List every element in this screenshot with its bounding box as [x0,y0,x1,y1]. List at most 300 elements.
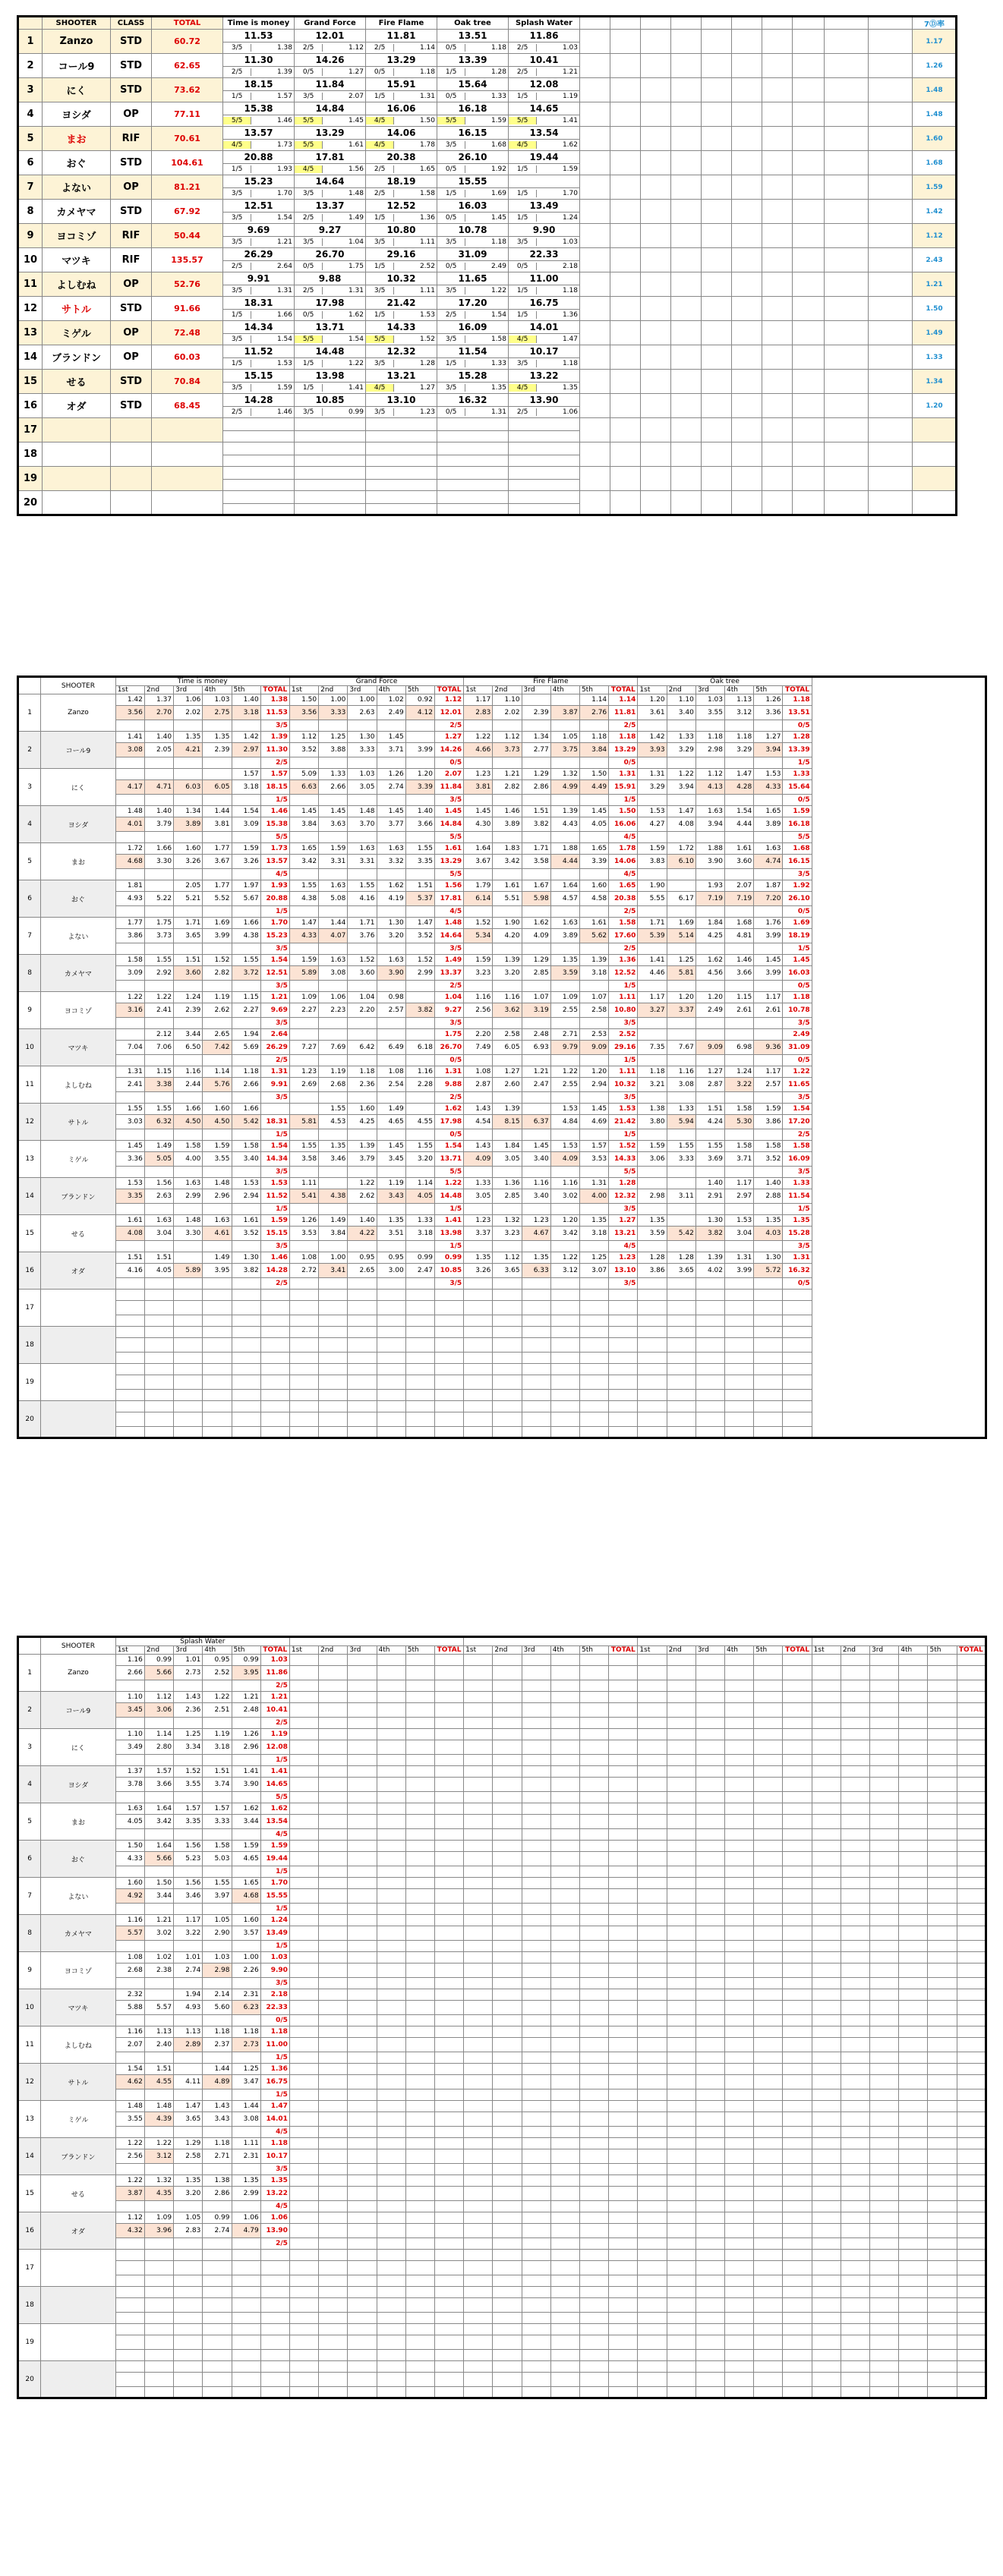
stage-time: 11.52 [223,345,295,358]
split-value [550,1952,579,1963]
string-time: 3.86 [754,1115,783,1129]
split-value: 1.42 [115,694,144,706]
string-time [405,1375,434,1390]
header-sub: 5th [579,1646,608,1655]
shooter-name [43,418,111,442]
stage-detail [509,140,580,151]
string-time: 2.47 [405,1264,434,1278]
split-value: 1.55 [289,880,318,892]
split-value [841,1766,869,1778]
string-time: 3.71 [377,743,405,757]
string-time: 12.51 [260,966,289,981]
string-time [319,2298,348,2313]
table-row [18,1978,986,1989]
string-time [783,2038,812,2052]
string-time [667,2001,695,2015]
hit-count [348,1167,377,1178]
string-time: 3.38 [144,1078,173,1092]
hit-count [638,1755,667,1766]
avg-split: 1.12 [348,44,364,52]
split-value: 1.63 [695,806,724,817]
table-row [18,175,957,188]
string-time [754,1852,783,1866]
string-time: 2.55 [550,1078,579,1092]
string-time [783,1666,812,1680]
split-value: 1.33 [667,732,695,743]
hit-count [754,2089,783,2101]
split-value: 1.16 [550,1178,579,1189]
string-time [754,1926,783,1941]
split-value [725,1915,754,1926]
string-time [928,1778,957,1792]
split-value: 1.00 [348,694,377,706]
hit-count [928,2164,957,2175]
split-value [695,2138,724,2149]
hit-count: 3/5 [260,1018,289,1029]
hit-count [115,1978,144,1989]
string-time: 3.59 [550,966,579,981]
split-value [899,2212,928,2224]
split-value: 1.52 [174,1766,203,1778]
hit-count [522,1792,550,1803]
string-time [579,1412,608,1427]
string-time: 17.81 [434,892,463,906]
hit-count [957,2164,986,2175]
split-value: 1.57 [144,1766,173,1778]
split-value [493,1364,522,1375]
row-number: 4 [18,1766,41,1803]
split-value [115,769,144,780]
hit-count [289,1718,318,1729]
hit-count: 2/5 [434,1092,463,1104]
avg-split: 1.56 [348,165,364,173]
string-time: 5.22 [144,892,173,906]
stage-detail [295,261,366,272]
string-time: 3.33 [319,706,348,720]
split-value: 1.16 [522,1178,550,1189]
hit-count [174,1167,203,1178]
hit-count [928,1718,957,1729]
string-time [464,2298,493,2313]
hit-count [899,1978,928,1989]
hit-count [695,832,724,843]
split-value [579,1952,608,1963]
string-time: 3.05 [464,1189,493,1204]
string-time [464,2038,493,2052]
hit-count [695,2015,724,2026]
split-value [783,2287,812,2298]
hit-count [899,2089,928,2101]
string-time: 3.34 [174,1740,203,1755]
split-value [754,1841,783,1852]
split-value [319,1729,348,1740]
string-time: 3.60 [348,966,377,981]
split-value [870,1692,899,1703]
split-value: 1.19 [319,1066,348,1078]
split-value: 1.14 [144,1729,173,1740]
hits: 3/5 [437,141,465,149]
hit-count [289,757,318,769]
string-time [870,2075,899,2089]
split-value: 1.26 [754,694,783,706]
cell [671,272,702,297]
hit-count [783,2201,812,2212]
string-time: 3.77 [377,817,405,832]
string-time [289,1778,318,1792]
string-time [812,1889,841,1904]
string-time [725,1889,754,1904]
split-value: 1.32 [144,2175,173,2187]
split-value [377,1803,405,1815]
split-value [783,1327,812,1338]
string-time: 2.92 [144,966,173,981]
split-value [695,1915,724,1926]
split-value [957,2138,986,2149]
string-time: 3.90 [695,855,724,869]
split-value [812,1989,841,2001]
string-time: 4.56 [695,966,724,981]
hit-count [232,1978,260,1989]
stage-time [223,418,295,431]
hit-count [695,1241,724,1252]
string-time: 3.69 [695,1152,724,1167]
hit-count [377,1904,405,1915]
hit-count [348,906,377,918]
split-value [348,1364,377,1375]
shooter-class: STD [111,54,152,78]
header-sub: 3rd [522,686,550,694]
hit-count [579,2089,608,2101]
cell [869,345,913,370]
string-time: 5.30 [725,1115,754,1129]
string-time [957,1963,986,1978]
split-value: 1.58 [609,918,638,929]
split-value [667,2250,695,2261]
hit-count [319,1829,348,1841]
stage-time [509,467,580,480]
hit-count [841,2275,869,2287]
split-value [638,2324,667,2335]
split-value [695,2101,724,2112]
string-time: 3.65 [174,2112,203,2127]
split-value: 1.66 [174,1104,203,1115]
split-value [464,1401,493,1412]
avg-split: 1.27 [419,384,435,392]
split-value [174,1364,203,1375]
string-time [405,2373,434,2387]
cell [580,175,610,200]
string-time [754,2038,783,2052]
string-time [812,2187,841,2201]
split-value [667,880,695,892]
hits: 2/5 [223,68,251,76]
hit-count [783,1941,812,1952]
string-time: 2.48 [232,1703,260,1718]
split-value: 1.57 [203,1803,232,1815]
hit-count [174,1755,203,1766]
hit-count [464,1278,493,1290]
string-time [667,2261,695,2275]
hit-count [377,1829,405,1841]
hit-count [725,1055,754,1066]
split-value [928,2026,957,2038]
hit-count [928,2313,957,2324]
hit-count [725,1718,754,1729]
split-value [115,1364,144,1375]
string-time [260,1375,289,1390]
string-time [319,1301,348,1315]
hit-count [464,832,493,843]
string-time [695,1852,724,1866]
table-row [18,1401,986,1412]
split-value [579,2138,608,2149]
header-stage: Oak tree [437,17,509,30]
string-time: 4.08 [115,1227,144,1241]
split-value [812,1841,841,1852]
string-time: 3.37 [667,1003,695,1018]
cell [671,151,702,175]
hit-count [522,832,550,843]
avg-split: 1.69 [490,190,506,197]
hit-count [377,1978,405,1989]
cell [18,17,43,30]
split-value [115,1401,144,1412]
avg-value: 1.21 [913,272,957,297]
string-time [609,2187,638,2201]
string-time [377,2001,405,2015]
split-value: 1.45 [579,1104,608,1115]
string-time [579,2149,608,2164]
hit-count [319,1204,348,1215]
hit-count [550,2275,579,2287]
string-time: 3.95 [203,1264,232,1278]
hit-count [174,1718,203,1729]
stage-detail [437,91,509,102]
hit-count: 1/5 [260,1204,289,1215]
hit-count [725,1829,754,1841]
split-value [434,1327,463,1338]
split-value [319,2101,348,2112]
hit-count [319,943,348,955]
stage-detail [509,310,580,321]
split-value [434,2361,463,2373]
hit-count [550,1278,579,1290]
stage-detail [223,407,295,418]
string-time [667,1338,695,1353]
split-value: 1.55 [144,1104,173,1115]
stage-time [295,491,366,504]
string-time [405,1740,434,1755]
hit-count [667,2350,695,2361]
split-value: 1.58 [783,1141,812,1152]
stage-time [366,442,437,455]
string-time [493,1703,522,1718]
string-time [695,2261,724,2275]
hit-count [232,1829,260,1841]
split-value [957,2361,986,2373]
split-value: 1.18 [609,732,638,743]
split-value: 1.60 [174,843,203,855]
hit-count [232,2201,260,2212]
hit-count [638,2387,667,2398]
stage-time: 14.65 [509,102,580,115]
header-sub: 4th [203,686,232,694]
split-value: 1.20 [695,992,724,1003]
hit-count [812,1978,841,1989]
split-value: 1.57 [579,1141,608,1152]
hit-count [203,2052,232,2064]
split-value [667,2324,695,2335]
hit-count [405,1278,434,1290]
hit-count [812,2052,841,2064]
hit-count [550,1055,579,1066]
hit-count [579,1092,608,1104]
string-time: 3.40 [522,1189,550,1204]
avg-split: 1.50 [419,117,435,124]
string-time [783,2112,812,2127]
split-value [754,1915,783,1926]
string-time [319,2187,348,2201]
string-time [609,2261,638,2275]
string-time: 2.63 [144,1189,173,1204]
stage-detail [366,188,437,200]
row-number: 1 [18,694,41,732]
table-row [18,1904,986,1915]
split-value [899,1655,928,1666]
string-time [493,2261,522,2275]
stage-detail [437,480,509,491]
string-time [144,1338,173,1353]
string-time [319,1815,348,1829]
hits: 0/5 [295,68,323,76]
split-value: 1.44 [319,918,348,929]
split-value [638,2287,667,2298]
table-row [18,2138,986,2149]
cell [732,467,762,491]
split-value: 1.48 [348,806,377,817]
split-value: 1.23 [289,1066,318,1078]
string-time [203,2373,232,2387]
string-time: 3.39 [579,855,608,869]
hit-count [579,2275,608,2287]
string-time [841,1926,869,1941]
split-value: 1.56 [434,880,463,892]
table-row [18,1327,986,1338]
split-value: 1.10 [115,1729,144,1740]
hit-count [493,1055,522,1066]
string-time: 5.94 [667,1115,695,1129]
split-value: 1.68 [783,843,812,855]
split-value: 1.16 [493,992,522,1003]
hit-count [289,981,318,992]
hit-count [870,2275,899,2287]
split-value: 1.88 [695,843,724,855]
string-time [434,1852,463,1866]
hit-count [115,2350,144,2361]
split-value: 1.90 [493,918,522,929]
hit-count [667,2275,695,2287]
table-row [18,2212,986,2224]
split-value [609,1878,638,1889]
split-value: 0.92 [405,694,434,706]
split-value [405,2064,434,2075]
split-value: 1.59 [319,843,348,855]
split-value [377,1989,405,2001]
split-value: 0.98 [377,992,405,1003]
split-value: 1.18 [695,732,724,743]
string-time: 3.51 [377,1227,405,1241]
string-time: 4.24 [695,1115,724,1129]
string-time [754,1963,783,1978]
hit-count [522,2089,550,2101]
cell [580,248,610,272]
split-value: 1.59 [638,843,667,855]
stage-detail [295,407,366,418]
hits: 3/5 [366,238,394,246]
string-time [725,1740,754,1755]
string-time [870,2187,899,2201]
split-value: 1.08 [289,1252,318,1264]
hit-count [667,981,695,992]
string-time [522,2298,550,2313]
table-row [18,1427,986,1438]
split-value: 1.18 [260,2026,289,2038]
hit-count [464,1792,493,1803]
shooter-name: サトル [43,297,111,321]
string-time [319,2373,348,2387]
hit-count [841,1978,869,1989]
header-sub: 2nd [319,686,348,694]
split-value: 1.45 [579,806,608,817]
string-time: 4.53 [319,1115,348,1129]
split-value [550,1878,579,1889]
avg-split: 1.11 [419,238,435,246]
hits: 2/5 [223,263,251,270]
hit-count [493,1278,522,1290]
stage-detail [223,334,295,345]
split-value [377,1364,405,1375]
shooter-name: せる [41,1215,116,1252]
split-value [377,1766,405,1778]
split-value [841,2138,869,2149]
split-value: 1.60 [348,1104,377,1115]
cell [825,78,869,102]
split-value: 1.66 [232,918,260,929]
string-time: 3.16 [115,1003,144,1018]
split-value: 1.31 [260,1066,289,1078]
string-time [464,2075,493,2089]
stage-detail [437,431,509,442]
string-time [638,1852,667,1866]
string-time [405,1412,434,1427]
string-time: 5.69 [232,1041,260,1055]
string-time [812,2149,841,2164]
stage-time: 12.51 [223,200,295,213]
split-value [289,1952,318,1963]
stage-detail [509,261,580,272]
hit-count [377,1167,405,1178]
hit-count [754,2350,783,2361]
string-time [434,1740,463,1755]
hit-count [203,981,232,992]
hit-count [289,795,318,806]
split-value: 1.58 [232,1141,260,1152]
row-number: 6 [18,880,41,918]
table-row [18,981,986,992]
string-time [348,1375,377,1390]
table-row [18,869,986,880]
split-value [609,1401,638,1412]
